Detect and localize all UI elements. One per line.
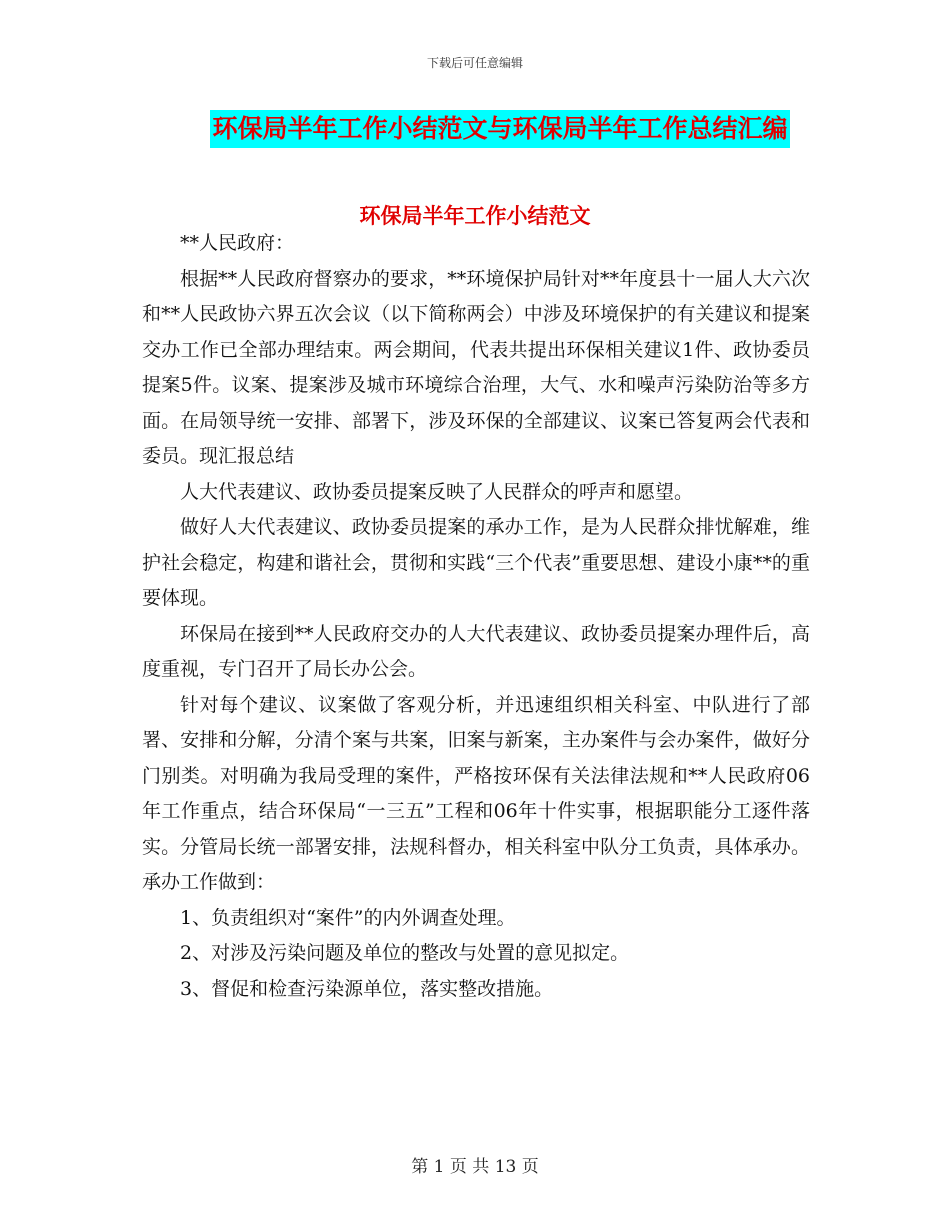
paragraph: 做好人大代表建议、政协委员提案的承办工作，是为人民群众排忧解难，维护社会稳定，构建和谐社会，贯彻和实践“三个代表”重要思想、建设小康**的重要体现。: [142, 516, 810, 609]
main-title-container: [0, 110, 950, 148]
document-sub-title: 环保局半年工作小结范文: [359, 204, 591, 228]
document-main-title: 环保局半年工作小结范文与环保局半年工作总结汇编: [210, 110, 789, 148]
paragraph: 根据**人民政府督察办的要求，**环境保护局针对**年度县十一届人大六次和**人民政协六界五次会议（以下简称两会）中涉及环境保护的有关建议和提案交办工作已全部办理结束。两会期间，代表共提出环保相关建议1件、政协委员提案5件。议案、提案涉及城市环境综合治理，大气、水和噪声污染防治等多方面。在局领导统一安排、部署下，涉及环保的全部建议、议案已答复两会代表和委员。现汇报总结: [142, 267, 810, 467]
list-item: 3、督促和检查污染源单位，落实整改措施。: [180, 977, 554, 1000]
page-footer-page-number: 第 1 页 共 13 页: [411, 1157, 539, 1177]
document-body: [142, 226, 810, 1007]
salutation: **人民政府：: [180, 232, 295, 254]
paragraph: 人大代表建议、政协委员提案反映了人民群众的呼声和愿望。: [180, 480, 694, 503]
list-item: 2、对涉及污染问题及单位的整改与处置的意见拟定。: [180, 942, 630, 964]
list-item: 1、负责组织对“案件”的内外调查处理。: [180, 906, 516, 929]
page-header-note: 下载后可任意编辑: [426, 56, 523, 70]
paragraph: 针对每个建议、议案做了客观分析，并迅速组织相关科室、中队进行了部署、安排和分解，分清个案与共案，旧案与新案，主办案件与会办案件，做好分门别类。对明确为我局受理的案件，严格按环保有关法律法规和**人民政府06年工作重点，结合环保局“一三五”工程和06年十件实事，根据职能分工逐件落实。分管局长统一部署安排，法规科督办，相关科室中队分工负责，具体承办。承办工作做到：: [142, 693, 810, 893]
paragraph: 环保局在接到**人民政府交办的人大代表建议、政协委员提案办理件后，高度重视，专门召开了局长办公会。: [142, 622, 810, 680]
